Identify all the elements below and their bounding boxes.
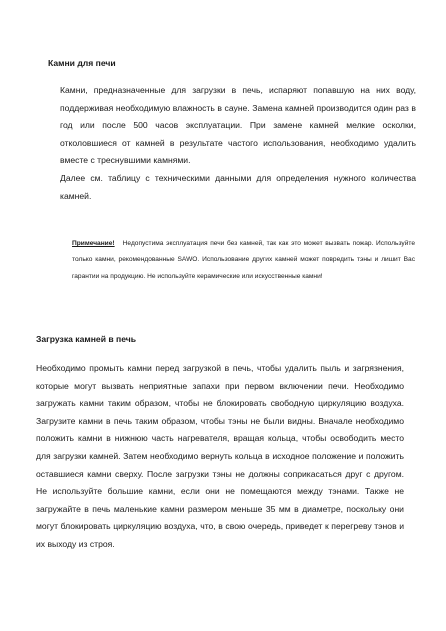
section-title-stones: Камни для печи xyxy=(48,58,116,68)
note-text-body: Недопустима эксплуатация печи без камней, так как это может вызвать пожар. Используйте только камни, рекомендованные SAWO. Использование других камней может повредить тэны и лишит Вас гарантии на продукцию. Не используйте керамические или искусственные камни! xyxy=(72,240,416,280)
paragraph-loading-instructions: Необходимо промыть камни перед загрузкой в печь, чтобы удалить пыль и загрязнения, которые могут вызвать неприятные запахи при первом включении печи. Необходимо загружать камни таким образом, чтобы не блокировать свободную циркуляцию воздуха. Загрузите камни в печь таким образом, чтобы тэны не были видны. Вначале необходимо положить камни в нижнюю часть нагревателя, вращая кольца, чтобы освободить место для загрузки камней. Затем необходимо вернуть кольца в исходное положение и положить оставшиеся камни сверху. После загрузки тэны не должны соприкасаться друг с другом. Не используйте большие камни, если они не помещаются между тэнами. Также не загружайте в печь маленькие камни размером меньше 35 мм в диаметре, поскольку они могут блокировать циркуляцию воздуха, что, в свою очередь, приведет к перегреву тэнов и их выходу из строя. xyxy=(36,363,404,549)
note-text xyxy=(72,240,415,280)
paragraph-stones-table-ref: Далее см. таблицу с техническими данными для определения нужного количества камней. xyxy=(60,172,416,201)
paragraph-stones-purpose: Камни, предназначенные для загрузки в печь, испаряют попавшую на них воду, поддерживая необходимую влажность в сауне. Замена камней производится один раз в год или после 500 часов эксплуатации. При замене камней мелкие осколки, отколовшиеся от камней в результате частого использования, необходимо удалить вместе с треснувшими камнями. xyxy=(60,85,416,166)
section-body-stones xyxy=(60,82,416,205)
note-label: Примечание! xyxy=(72,240,115,247)
note-block xyxy=(72,236,415,285)
section-title-loading: Загрузка камней в печь xyxy=(36,334,137,344)
